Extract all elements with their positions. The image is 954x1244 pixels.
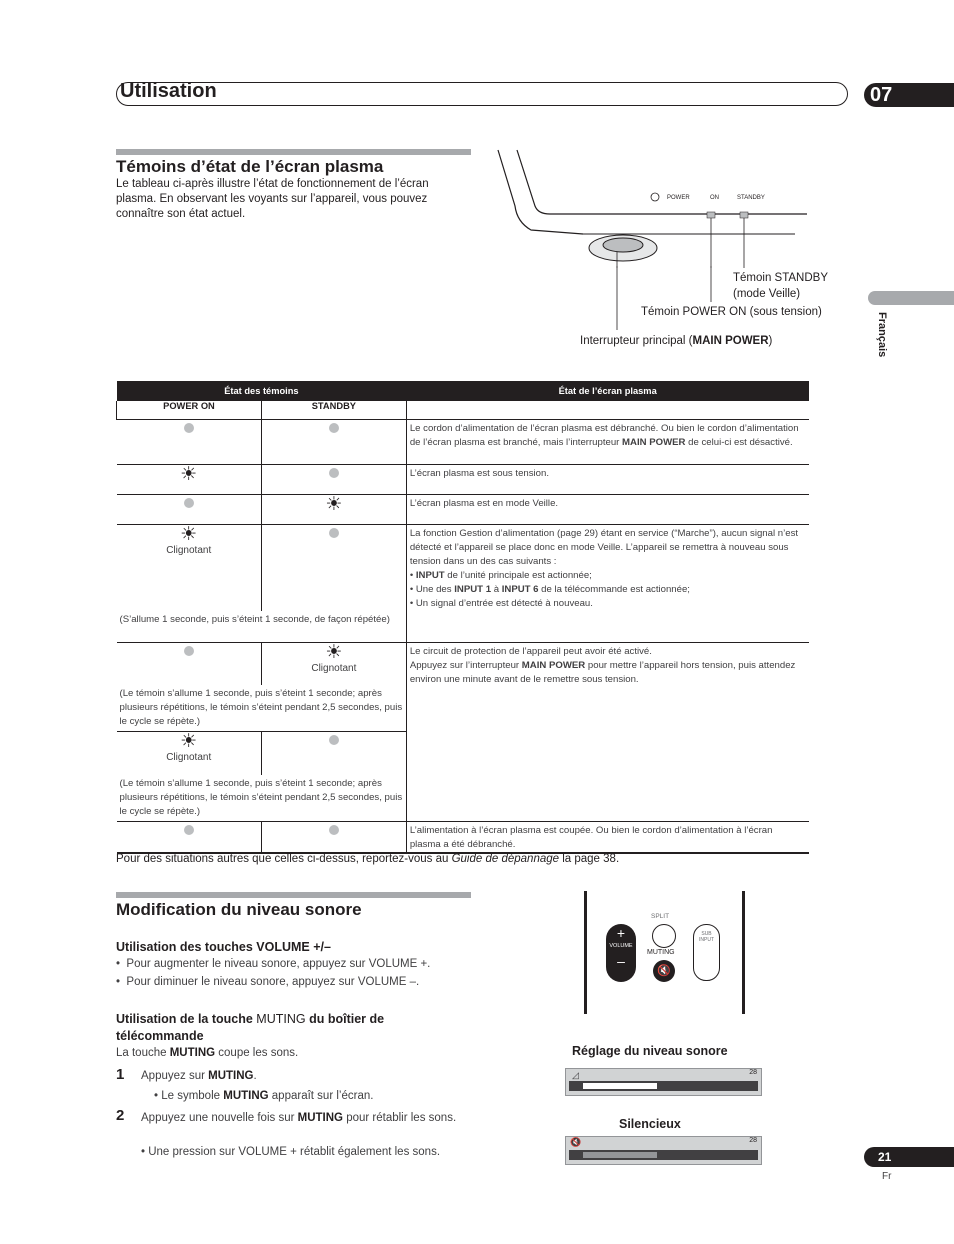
led-off-icon (329, 528, 339, 538)
osd-mute-title: Silencieux (619, 1117, 681, 1131)
plus-icon: + (616, 925, 626, 941)
blink-label: Clignotant (311, 663, 357, 674)
blink-label: Clignotant (166, 545, 212, 556)
table-row: ☀ L’écran plasma est sous tension. (117, 465, 810, 495)
main-power-label: Interrupteur principal (MAIN POWER) (580, 335, 773, 347)
section-bar (116, 149, 471, 155)
step-2-sub: • Une pression sur VOLUME + rétablit également les sons. (141, 1146, 441, 1158)
minus-icon: – (617, 953, 625, 969)
page-title: Utilisation (120, 80, 217, 102)
led-on-icon: ☀ (180, 730, 198, 752)
standby-label-line2: (mode Veille) (733, 288, 801, 300)
led-off-icon (329, 468, 339, 478)
mute-osd (565, 1136, 762, 1165)
step-number: 2 (116, 1107, 125, 1124)
led-off-icon (329, 423, 339, 433)
led-off-icon (329, 825, 339, 835)
speaker-mute-icon: 🔇 (570, 1137, 582, 1147)
mute-track (569, 1150, 758, 1160)
split-label: SPLIT (651, 913, 670, 920)
language-tab (868, 291, 954, 305)
muting-button[interactable] (653, 960, 675, 982)
power-on-label: Témoin POWER ON (sous tension) (641, 306, 822, 318)
table-note-row: (S’allume 1 seconde, puis s’éteint 1 seconde, de façon répétée) (117, 611, 810, 643)
led-off-icon (184, 646, 194, 656)
plasma-panel-diagram (495, 148, 815, 268)
table-head-screen: État de l’écran plasma (406, 381, 809, 401)
volume-track (569, 1081, 758, 1091)
table-head-leds: État des témoins (117, 381, 407, 401)
section-title: Modification du niveau sonore (116, 900, 362, 919)
subheading-muting: Utilisation de la touche MUTING du boîtier de télécommande (116, 1012, 385, 1043)
volume-label: VOLUME (609, 943, 633, 949)
mute-fill (583, 1152, 657, 1158)
volume-triangle-icon: ◿ (572, 1070, 579, 1080)
led-off-icon (184, 825, 194, 835)
panel-label-power: POWER (667, 195, 690, 201)
remote-edge (584, 891, 587, 1014)
section-title: Témoins d’état de l’écran plasma (116, 157, 384, 176)
standby-label-line1: Témoin STANDBY (733, 272, 829, 284)
list-item: • Pour augmenter le niveau sonore, appuyez sur VOLUME +. (116, 958, 431, 970)
step-1-sub: • Le symbole MUTING apparaît sur l’écran. (154, 1090, 374, 1102)
power-symbol-icon (651, 193, 659, 201)
table-row: Le cordon d’alimentation de l’écran plasma est débranché. Ou bien le cordon d’alimentation de l’écran plasma est branché, mais l’interrupteur MAIN POWER de celui-ci est désactivé. (117, 420, 810, 465)
step-number: 1 (116, 1066, 125, 1083)
volume-fill (583, 1083, 657, 1089)
table-row: ☀ L’écran plasma est en mode Veille. (117, 495, 810, 525)
split-button[interactable] (652, 924, 676, 948)
col-standby: STANDBY (261, 401, 406, 420)
muting-intro: La touche MUTING coupe les sons. (116, 1047, 299, 1059)
table-footnote: Pour des situations autres que celles ci-dessus, reportez-vous au Guide de dépannage la page 38. (116, 853, 620, 865)
led-off-icon (184, 498, 194, 508)
led-off-icon (184, 423, 194, 433)
section-intro: Le tableau ci-après illustre l’état de fonctionnement de l’écran plasma. En observant les voyants sur l’appareil, vous pouvez connaître son état actuel. (116, 178, 429, 220)
table-row: L’alimentation à l’écran plasma est coupée. Ou bien le cordon d’alimentation à l’écran plasma a été débranché. (117, 822, 810, 854)
led-off-icon (329, 735, 339, 745)
status-table (116, 381, 809, 854)
table-row: ☀ Clignotant Le circuit de protection de l’appareil peut avoir été activé. Appuyez sur l’interrupteur MAIN POWER pour mettre l’appareil hors tension, puis attendez environ une minute avant de le remettre sous tension. (117, 643, 810, 685)
chapter-number: 07 (864, 83, 954, 107)
list-item: • Pour diminuer le niveau sonore, appuyez sur VOLUME –. (116, 976, 420, 988)
col-power-on: POWER ON (117, 401, 262, 420)
step-2-text: Appuyez une nouvelle fois sur MUTING pour rétablir les sons. (141, 1112, 457, 1124)
page-number: 21 (864, 1147, 954, 1167)
footer-lang: Fr (882, 1171, 892, 1182)
sub-input-button[interactable]: SUB INPUT (693, 924, 720, 981)
remote-edge (742, 891, 745, 1014)
table-note-row: (Le témoin s’allume 1 seconde, puis s’éteint 1 seconde; après plusieurs répétitions, le témoin s’éteint pendant 2,5 secondes, puis le cycle se répète.) (117, 775, 810, 822)
led-on-icon: ☀ (180, 524, 198, 545)
osd-level-title: Réglage du niveau sonore (572, 1044, 728, 1058)
table-row: ☀ Clignotant La fonction Gestion d’alimentation (page 29) étant en service (“Marche”), aucun signal n’est détecté et l’appareil se place donc en mode Veille. L’appareil se remettra à nouveau sous tension dans un des cas suivants : • INPUT de l’unité principale est actionnée; • Une des INPUT 1 à INPUT 6 de la télécommande est actionnée; • Un signal d’entrée est détecté à nouveau. (117, 525, 810, 611)
volume-osd (565, 1068, 762, 1096)
language-label: Français (876, 312, 888, 358)
col-empty (406, 401, 809, 420)
table-note-row: (Le témoin s’allume 1 seconde, puis s’éteint 1 seconde; après plusieurs répétitions, le témoin s’éteint pendant 2,5 secondes, puis le cycle se répète.) (117, 685, 810, 732)
led-on-icon: ☀ (180, 464, 198, 485)
header-frame (116, 82, 848, 106)
mute-value: 28 (749, 1137, 757, 1144)
step-1-text: Appuyez sur MUTING. (141, 1070, 257, 1082)
subheading-volume: Utilisation des touches VOLUME +/– (116, 940, 331, 954)
section-bar (116, 892, 471, 898)
speaker-mute-icon: 🔇 (657, 965, 671, 977)
led-on-icon: ☀ (325, 642, 343, 663)
panel-label-standby: STANDBY (737, 195, 765, 201)
blink-label: Clignotant (166, 751, 212, 763)
bullet-list (116, 957, 476, 990)
volume-value: 28 (749, 1069, 757, 1076)
panel-label-on: ON (710, 195, 719, 201)
led-on-icon: ☀ (325, 494, 343, 515)
volume-rocker[interactable] (606, 924, 636, 982)
muting-label: MUTING (647, 949, 675, 956)
